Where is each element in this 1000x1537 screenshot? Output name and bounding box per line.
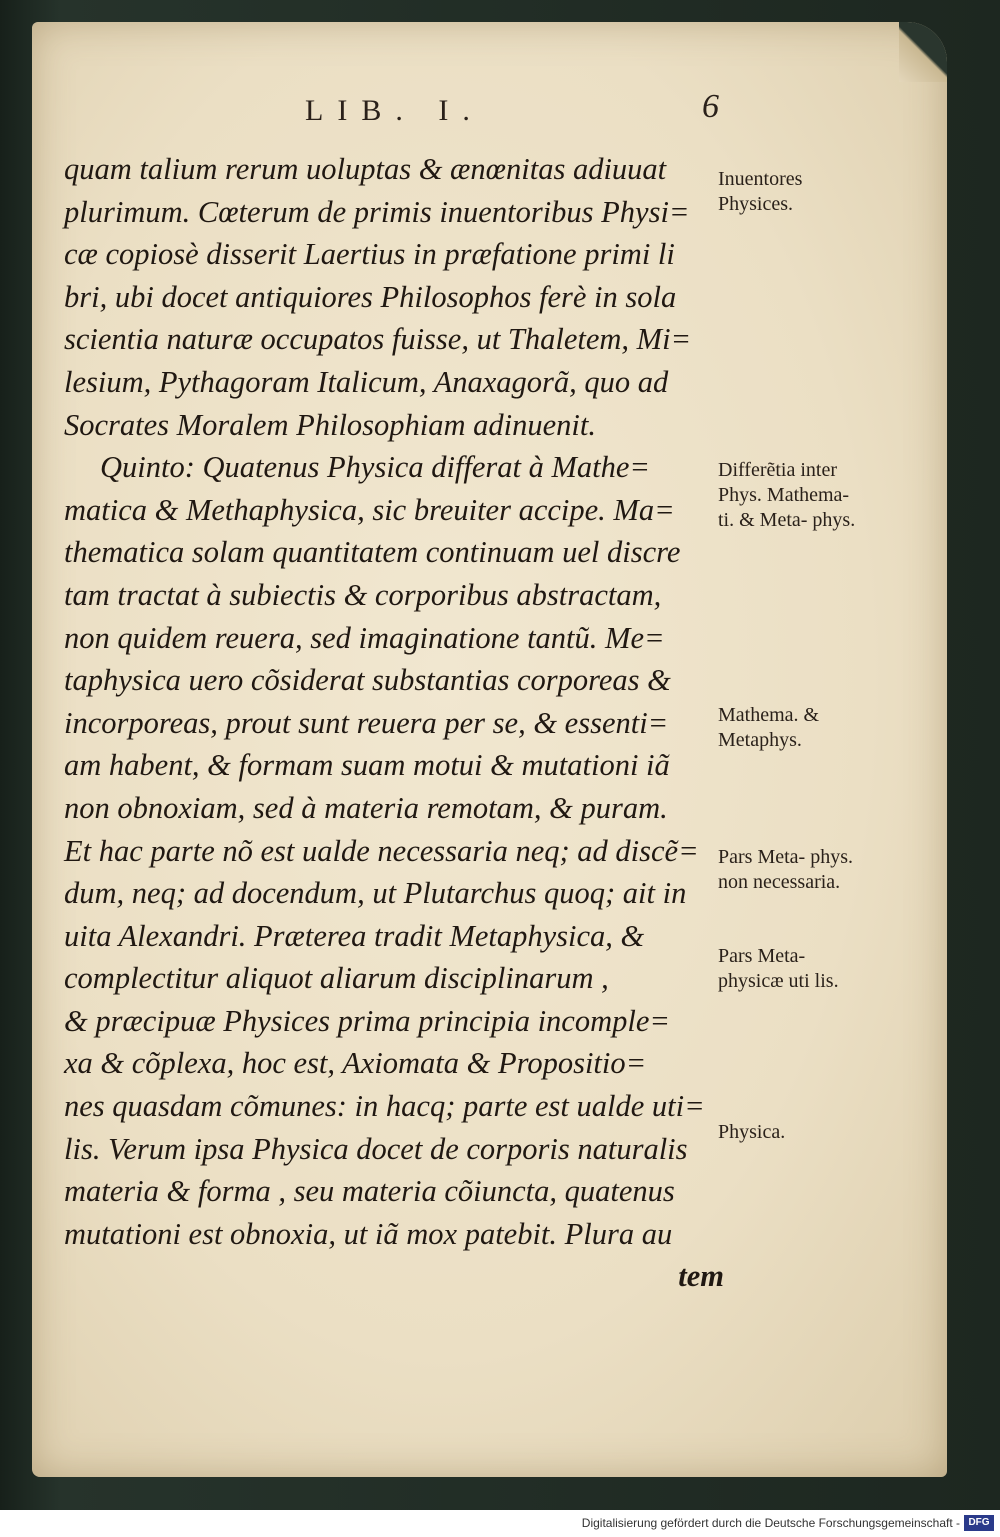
footer-bar (0, 1510, 1000, 1537)
marginal-note: Mathema. & Metaphys. (718, 704, 820, 751)
text-line: taphysica uero cõsiderat substantias corporeas & (64, 663, 671, 698)
text-line: tam tractat à subiectis & corporibus abstractam, (64, 577, 662, 612)
text-line: uita Alexandri. Præterea tradit Metaphysica, & (64, 918, 645, 953)
text-line: quam talium rerum uoluptas & ænœnitas adiuuat (64, 152, 667, 186)
main-text-block (64, 148, 724, 1298)
text-line: thematica solam quantitatem continuam uel discre (64, 535, 681, 570)
text-line: lis. Verum ipsa Physica docet de corporis naturalis (64, 1131, 688, 1166)
text-line: Socrates Moralem Philosophiam adinuenit. (64, 407, 597, 442)
text-line: mutationi est obnoxia, ut iã mox patebit. Plura au (64, 1216, 673, 1251)
dfg-logo: DFG (964, 1515, 994, 1531)
page-header (305, 78, 725, 138)
text-line: am habent, & formam suam motui & mutationi iã (64, 748, 670, 783)
text-line: non quidem reuera, sed imaginatione tantũ. Me= (64, 620, 665, 655)
text-line: bri, ubi docet antiquiores Philosophos ferè in sola (64, 279, 677, 314)
footer-credit: Digitalisierung gefördert durch die Deutsche Forschungsgemeinschaft - (581, 1516, 960, 1530)
marginal-note: Physica. (718, 1121, 786, 1143)
text-line: Et hac parte nõ est ualde necessaria neq; ad discẽ= (64, 833, 699, 868)
text-line: dum, neq; ad docendum, ut Plutarchus quoq; ait in (64, 876, 687, 911)
marginal-note: Inuentores Physices. (718, 168, 803, 215)
text-line: Quinto: Quatenus Physica differat à Mathe= (100, 450, 651, 485)
text-line: cæ copiosè disserit Laertius in præfatione primi li (64, 237, 675, 272)
running-head: LIB. I. (305, 94, 484, 127)
page-number: 6 (702, 88, 719, 125)
marginal-note: Pars Meta- physicæ uti lis. (718, 945, 839, 992)
text-line: incorporeas, prout sunt reuera per se, & essenti= (64, 705, 669, 740)
text-line: lesium, Pythagoram Italicum, Anaxagorã, quo ad (64, 364, 669, 399)
marginal-note: Differẽtia inter Phys. Mathema- ti. & Meta- phys. (718, 459, 856, 531)
text-line: matica & Methaphysica, sic breuiter accipe. Ma= (64, 492, 675, 527)
catchword: tem (678, 1259, 724, 1294)
marginal-note: Pars Meta- phys. non necessaria. (718, 846, 853, 893)
text-line: materia & forma , seu materia cõiuncta, quatenus (64, 1174, 675, 1209)
text-line: non obnoxiam, sed à materia remotam, & puram. (64, 790, 668, 825)
text-line: & præcipuæ Physices prima principia incomple= (64, 1003, 670, 1038)
text-line: scientia naturæ occupatos fuisse, ut Thaletem, Mi= (64, 322, 692, 357)
text-line: plurimum. Cœterum de primis inuentoribus Physi= (64, 194, 690, 229)
text-line: nes quasdam cõmunes: in hacq; parte est ualde uti= (64, 1089, 705, 1124)
text-line: complectitur aliquot aliarum disciplinarum , (64, 961, 609, 996)
text-line: xa & cõplexa, hoc est, Axiomata & Propositio= (64, 1046, 647, 1081)
